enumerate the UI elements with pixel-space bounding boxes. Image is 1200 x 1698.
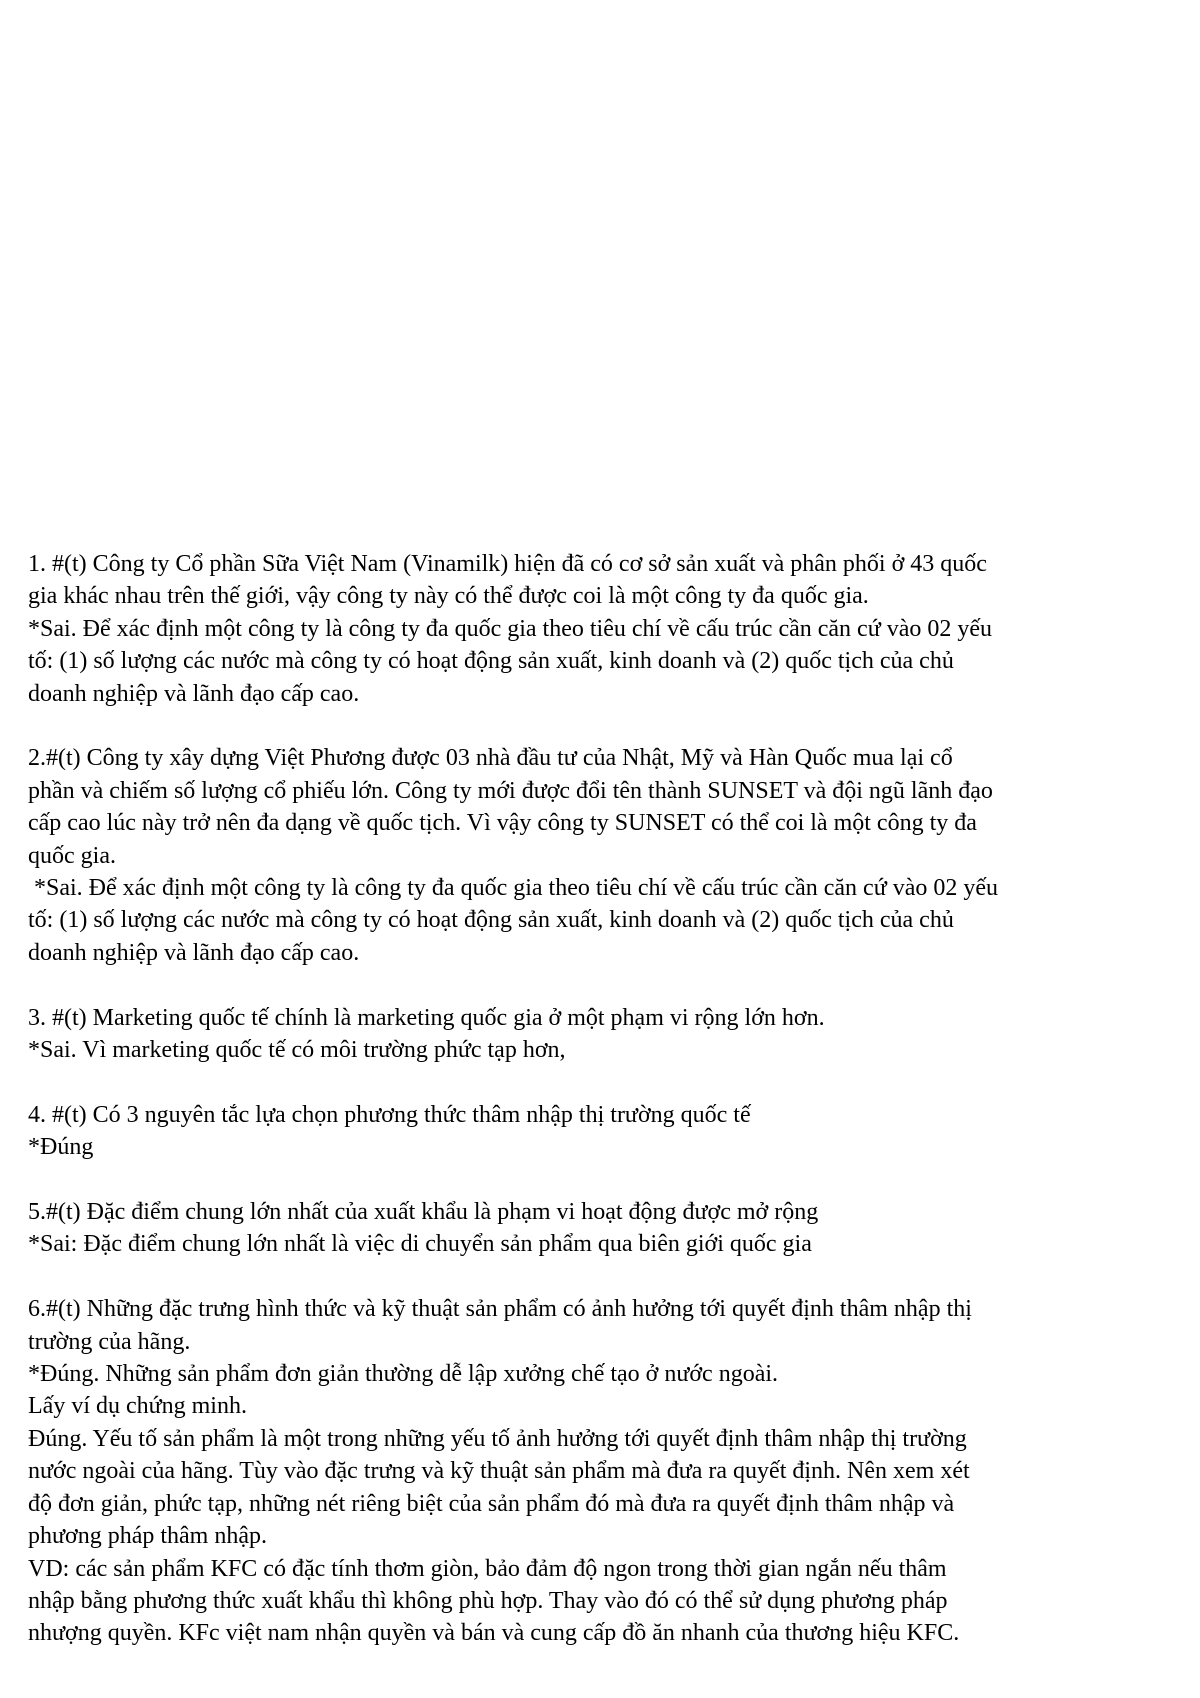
question-3: [28, 1002, 1178, 1067]
answer-1-line-1: *Sai. Để xác định một công ty là công ty đa quốc gia theo tiêu chí về cấu trúc cần căn cứ vào 02 yếu: [28, 615, 993, 642]
question-1-line-2: gia khác nhau trên thế giới, vậy công ty này có thể được coi là một công ty đa quốc gia.: [28, 583, 869, 610]
answer-6-line-8: nhập bằng phương thức xuất khẩu thì không phù hợp. Thay vào đó có thể sử dụng phương pháp: [28, 1587, 948, 1614]
question-2-line-1: 2.#(t) Công ty xây dựng Việt Phương được 03 nhà đầu tư của Nhật, Mỹ và Hàn Quốc mua lại cổ: [28, 745, 953, 772]
question-2-line-2: phần và chiếm số lượng cổ phiếu lớn. Công ty mới được đổi tên thành SUNSET và đội ngũ lãnh đạo: [28, 777, 993, 804]
answer-6-line-9: nhượng quyền. KFc việt nam nhận quyền và bán và cung cấp đồ ăn nhanh của thương hiệu KFC.: [28, 1620, 960, 1647]
answer-1-line-2: tố: (1) số lượng các nước mà công ty có hoạt động sản xuất, kinh doanh và (2) quốc tịch của chủ: [28, 648, 954, 675]
answer-6-line-2: Lấy ví dụ chứng minh.: [28, 1393, 247, 1420]
paragraph-gap: [28, 1164, 1178, 1196]
question-2: [28, 742, 1178, 969]
question-6-line-2: trường của hãng.: [28, 1328, 191, 1355]
answer-1-line-3: doanh nghiệp và lãnh đạo cấp cao.: [28, 680, 360, 707]
answer-6-line-7: VD: các sản phẩm KFC có đặc tính thơm giòn, bảo đảm độ ngon trong thời gian ngắn nếu thâm: [28, 1555, 947, 1582]
answer-2-line-1: *Sai. Để xác định một công ty là công ty đa quốc gia theo tiêu chí về cấu trúc cần căn cứ vào 02 yếu: [34, 875, 999, 902]
question-6-line-1: 6.#(t) Những đặc trưng hình thức và kỹ thuật sản phẩm có ảnh hưởng tới quyết định thâm nhập thị: [28, 1296, 972, 1323]
paragraph-gap: [28, 1261, 1178, 1293]
question-3-line: 3. #(t) Marketing quốc tế chính là marketing quốc gia ở một phạm vi rộng lớn hơn.: [28, 1004, 825, 1031]
document-body: [28, 548, 1178, 1650]
question-5-line: 5.#(t) Đặc điểm chung lớn nhất của xuất khẩu là phạm vi hoạt động được mở rộng: [28, 1199, 819, 1226]
question-4: [28, 1099, 1178, 1164]
paragraph-gap: [28, 1066, 1178, 1098]
answer-3-line: *Sai. Vì marketing quốc tế có môi trường phức tạp hơn,: [28, 1037, 566, 1064]
question-1-line-1: 1. #(t) Công ty Cổ phần Sữa Việt Nam (Vinamilk) hiện đã có cơ sở sản xuất và phân phối ở 43 quốc: [28, 551, 987, 577]
paragraph-gap: [28, 710, 1178, 742]
question-6: [28, 1293, 1178, 1649]
answer-6-line-5: độ đơn giản, phức tạp, những nét riêng biệt của sản phẩm đó mà đưa ra quyết định thâm nhập và: [28, 1490, 955, 1517]
paragraph-gap: [28, 969, 1178, 1001]
question-2-line-3: cấp cao lúc này trở nên đa dạng về quốc tịch. Vì vậy công ty SUNSET có thể coi là một công ty đa: [28, 810, 977, 837]
answer-6-line-1: *Đúng. Những sản phẩm đơn giản thường dễ lập xưởng chế tạo ở nước ngoài.: [28, 1361, 779, 1388]
question-4-line: 4. #(t) Có 3 nguyên tắc lựa chọn phương thức thâm nhập thị trường quốc tế: [28, 1101, 751, 1128]
answer-6-line-6: phương pháp thâm nhập.: [28, 1523, 267, 1550]
answer-5-line: *Sai: Đặc điểm chung lớn nhất là việc di chuyển sản phẩm qua biên giới quốc gia: [28, 1231, 812, 1258]
answer-6-line-4: nước ngoài của hãng. Tùy vào đặc trưng và kỹ thuật sản phẩm mà đưa ra quyết định. Nên xem xét: [28, 1458, 970, 1485]
question-2-line-4: quốc gia.: [28, 842, 116, 869]
answer-2-line-3: doanh nghiệp và lãnh đạo cấp cao.: [28, 939, 360, 966]
answer-2-line-2: tố: (1) số lượng các nước mà công ty có hoạt động sản xuất, kinh doanh và (2) quốc tịch của chủ: [28, 907, 954, 934]
answer-6-line-3: Đúng. Yếu tố sản phẩm là một trong những yếu tố ảnh hưởng tới quyết định thâm nhập thị trường: [28, 1425, 967, 1452]
answer-4-line: *Đúng: [28, 1134, 94, 1161]
question-1: [28, 548, 1178, 710]
question-5: [28, 1196, 1178, 1261]
